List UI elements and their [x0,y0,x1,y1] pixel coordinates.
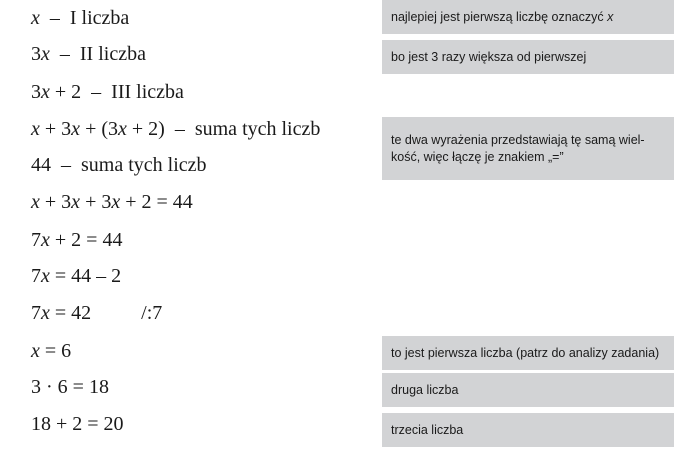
note-text: x [607,9,614,24]
equation-text: x [41,302,50,324]
equation-line-5 [31,153,207,177]
equation-text: + (3 [80,118,119,140]
equation-text: 3 [31,43,41,65]
equation-text: 7 [31,265,41,287]
equation-line-7 [31,228,122,252]
equation-text: x [111,191,121,213]
equation-text: = 42 /:7 [49,302,163,324]
equation-text: x [41,43,50,65]
equation-line-3 [31,80,184,104]
equation-text: x [31,7,40,29]
equation-text: = 6 [39,340,72,362]
equation-text: 3 [31,81,41,103]
equation-text: 44 – suma tych liczb [31,154,207,176]
equation-text: 3 · 6 = 18 [31,376,109,398]
equation-line-9 [31,301,162,325]
equation-text: + 2 = 44 [120,191,193,213]
note-text: druga liczba [391,382,459,397]
equation-line-10 [31,339,71,363]
equation-line-12 [31,412,124,436]
equation-line-8 [31,264,121,288]
equation-text: + 3 [39,191,72,213]
equation-text: + 3 [80,191,112,213]
equation-text: x [71,118,81,140]
equation-text: + 2 – III liczba [49,81,184,103]
note-box-4 [382,336,674,370]
note-box-5 [382,373,674,407]
equation-text: + 2 = 44 [49,229,123,251]
equation-text: = 44 – 2 [49,265,122,287]
equation-text: x [31,191,40,213]
equation-text: + 3 [39,118,72,140]
equation-text: – II liczba [49,43,146,65]
equation-text: 18 + 2 = 20 [31,413,124,435]
note-box-3 [382,117,674,180]
equation-text: + 2) – suma tych liczb [126,118,321,140]
equation-text: x [71,191,81,213]
equation-line-1 [31,6,129,30]
note-text: najlepiej jest pierwszą liczbę oznaczyć [391,9,608,24]
note-text: trzecia liczba [391,422,464,437]
note-text: bo jest 3 razy większa od pierwszej [391,49,587,64]
note-text: te dwa wyrażenia przedstawiają tę samą wiel- kość, więc łączę je znakiem „=” [391,132,645,164]
note-text: to jest pierwsza liczba (patrz do analizy zadania) [391,345,660,360]
equation-line-6 [31,190,193,214]
equation-text: 7 [31,302,41,324]
equation-text: – I liczba [39,7,130,29]
note-box-1 [382,0,674,34]
equation-text: x [31,118,40,140]
equation-text: x [41,229,50,251]
note-box-2 [382,40,674,74]
equation-text: 7 [31,229,41,251]
equation-text: x [118,118,127,140]
equation-line-2 [31,42,146,66]
equation-text: x [41,265,50,287]
note-box-6 [382,413,674,447]
equation-line-4 [31,117,320,141]
equation-text: x [31,340,40,362]
equation-text: x [41,81,50,103]
equation-line-11 [31,375,109,399]
